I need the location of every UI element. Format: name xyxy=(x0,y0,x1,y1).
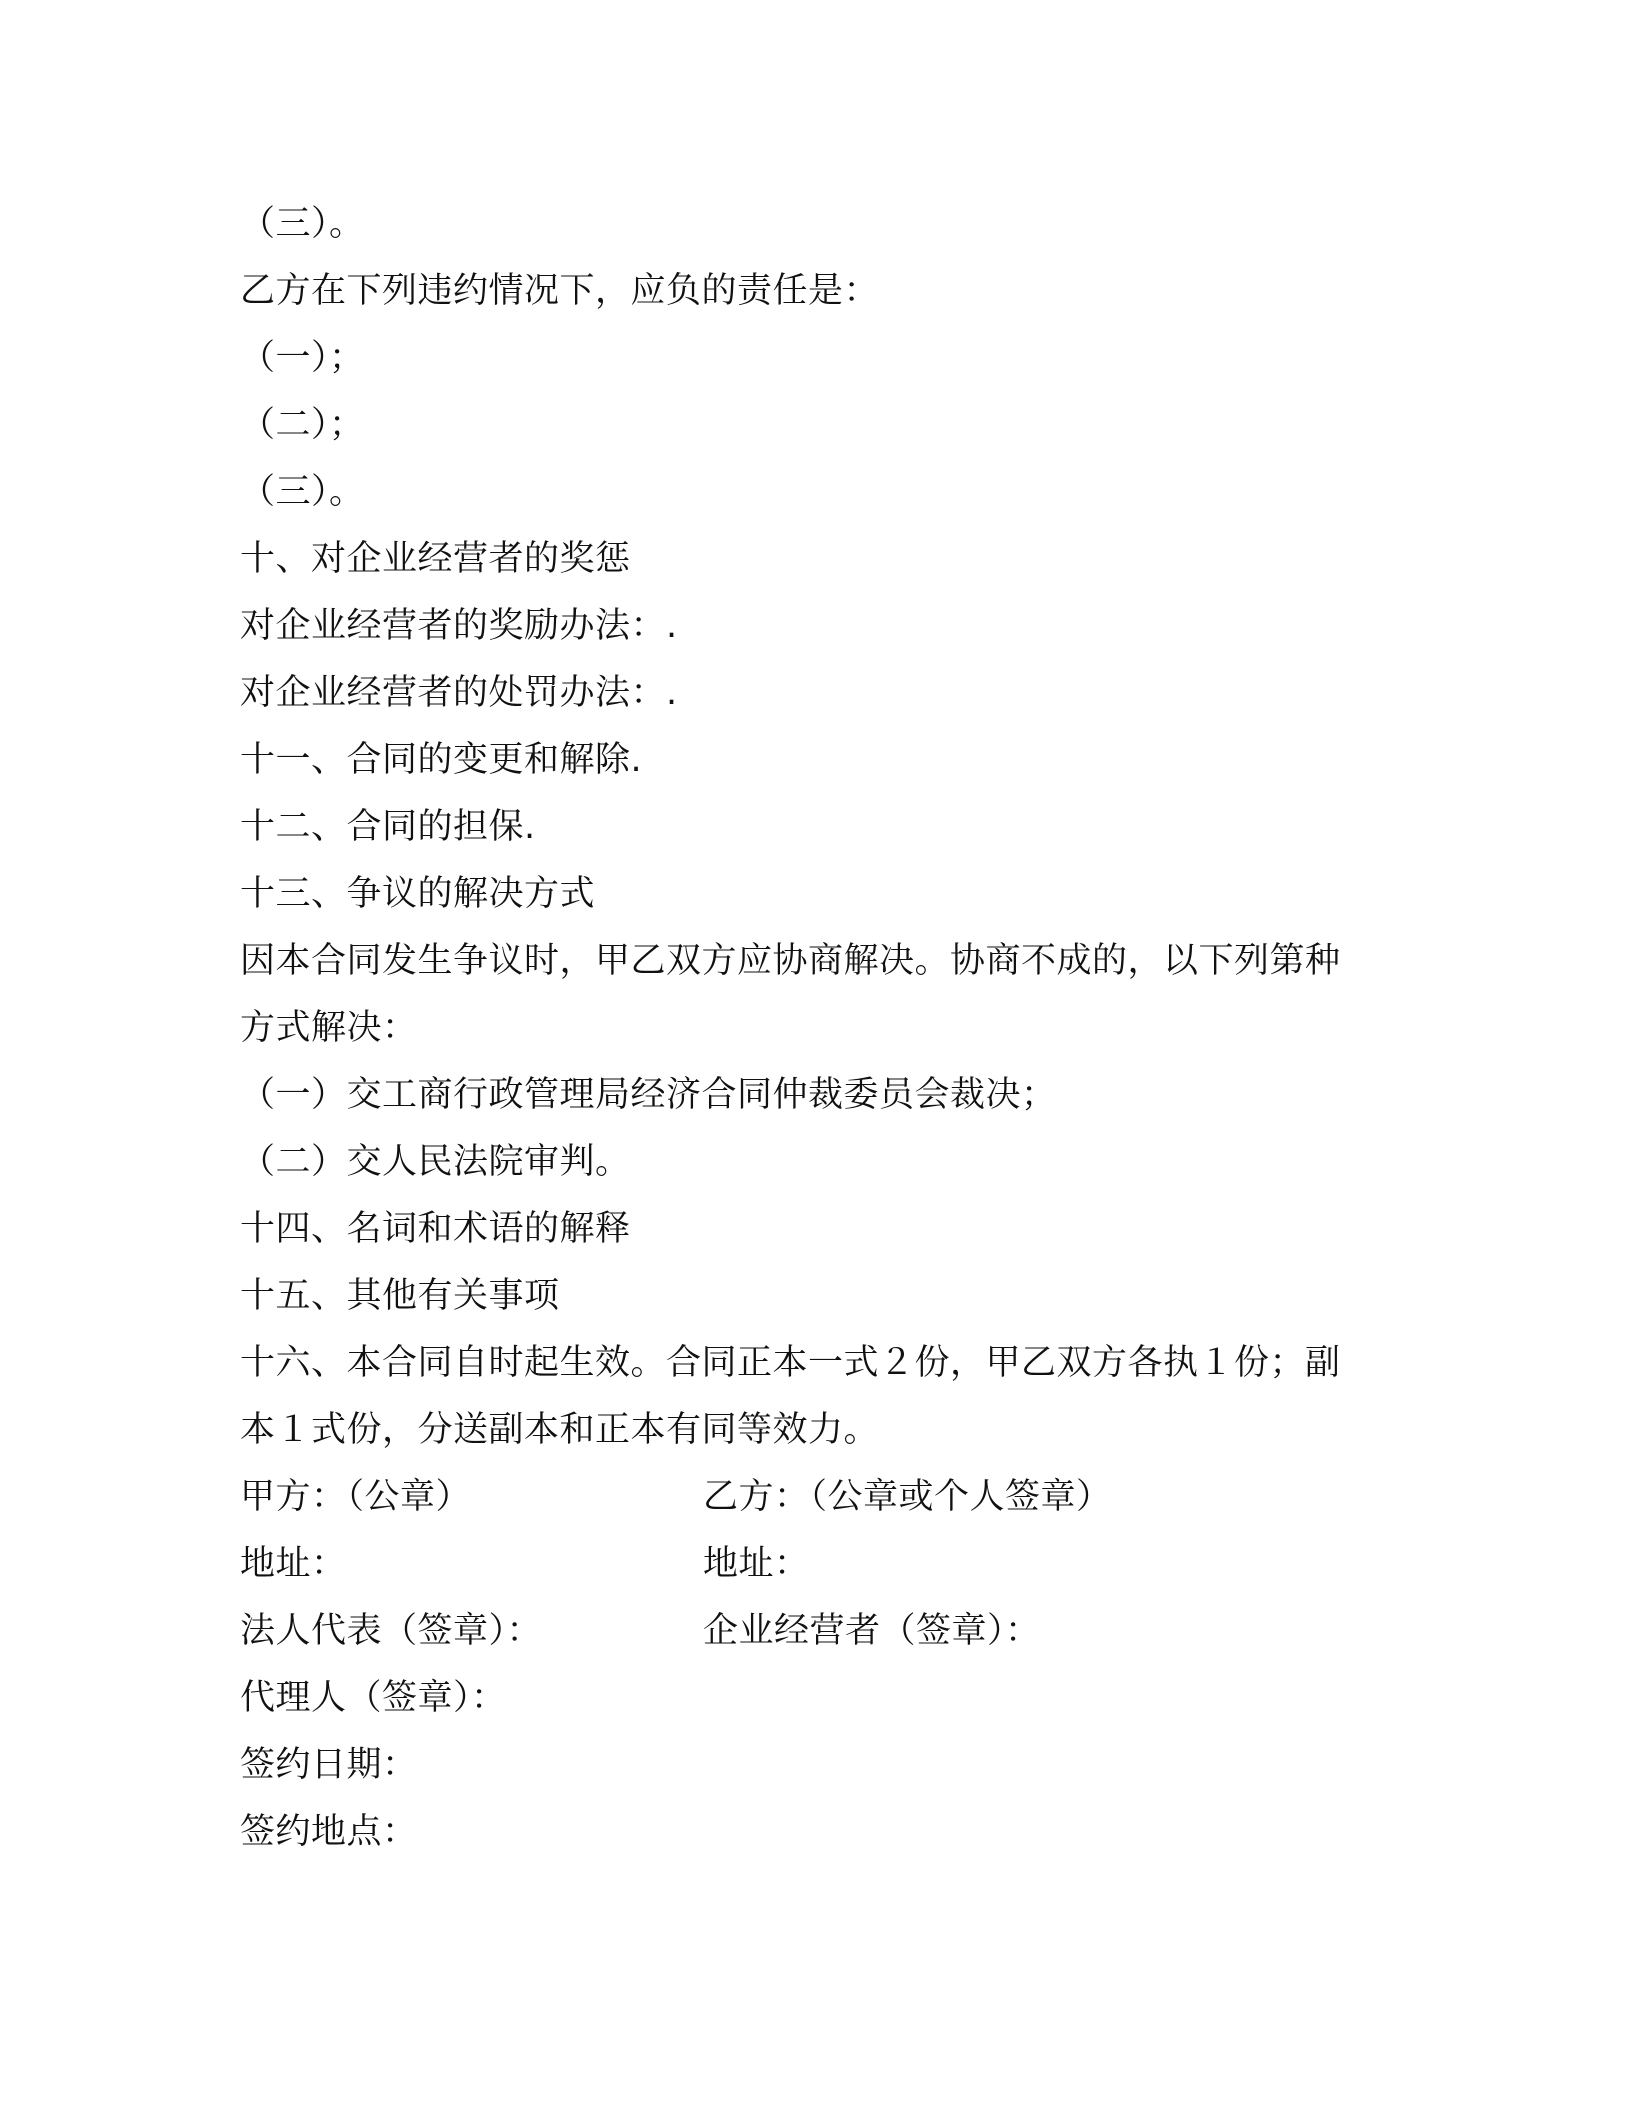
section-heading: 十五、其他有关事项 xyxy=(240,1276,560,1316)
clause-line: 对企业经营者的处罚办法：. xyxy=(240,673,678,713)
clause-line: 乙方在下列违约情况下，应负的责任是： xyxy=(240,271,880,311)
clause-line: 对企业经营者的奖励办法：. xyxy=(240,606,678,646)
clause-line: 因本合同发生争议时，甲乙双方应协商解决。协商不成的，以下列第种 xyxy=(240,941,1341,981)
clause-line: （一）； xyxy=(240,338,365,378)
party-a-address-label: 地址： xyxy=(240,1544,347,1584)
signature-row-address xyxy=(240,1531,1400,1598)
signature-row-place xyxy=(240,1799,1400,1866)
document-page xyxy=(240,191,1400,1866)
section-heading: 十、对企业经营者的奖惩 xyxy=(240,539,631,579)
section-heading: 十二、合同的担保. xyxy=(240,807,536,847)
agent-label: 代理人（签章）： xyxy=(240,1678,507,1718)
signature-row-representative xyxy=(240,1598,1400,1665)
party-a-label: 甲方：（公章） xyxy=(240,1477,472,1517)
sign-date-label: 签约日期： xyxy=(240,1745,418,1785)
party-b-address-label: 地址： xyxy=(703,1544,810,1584)
clause-line: （三）。 xyxy=(240,472,365,512)
signature-row-party xyxy=(240,1464,1400,1531)
enterprise-manager-label: 企业经营者（签章）： xyxy=(703,1611,1041,1651)
clause-line: （一）交工商行政管理局经济合同仲裁委员会裁决； xyxy=(240,1075,1057,1115)
sign-place-label: 签约地点： xyxy=(240,1812,418,1852)
clause-line: 十六、本合同自时起生效。合同正本一式２份，甲乙双方各执１份；副 xyxy=(240,1343,1341,1383)
clause-line: 本１式份，分送副本和正本有同等效力。 xyxy=(240,1410,880,1450)
section-heading: 十一、合同的变更和解除. xyxy=(240,740,643,780)
signature-row-agent xyxy=(240,1665,1400,1732)
clause-line: （二）； xyxy=(240,405,365,445)
legal-representative-label: 法人代表（签章）： xyxy=(240,1611,543,1651)
clause-line: （三）。 xyxy=(240,204,365,244)
clause-line: 方式解决： xyxy=(240,1008,418,1048)
party-b-label: 乙方：（公章或个人签章） xyxy=(703,1477,1112,1517)
section-heading: 十三、争议的解决方式 xyxy=(240,874,596,914)
clause-line: （二）交人民法院审判。 xyxy=(240,1142,631,1182)
signature-row-date xyxy=(240,1732,1400,1799)
section-heading: 十四、名词和术语的解释 xyxy=(240,1209,631,1249)
